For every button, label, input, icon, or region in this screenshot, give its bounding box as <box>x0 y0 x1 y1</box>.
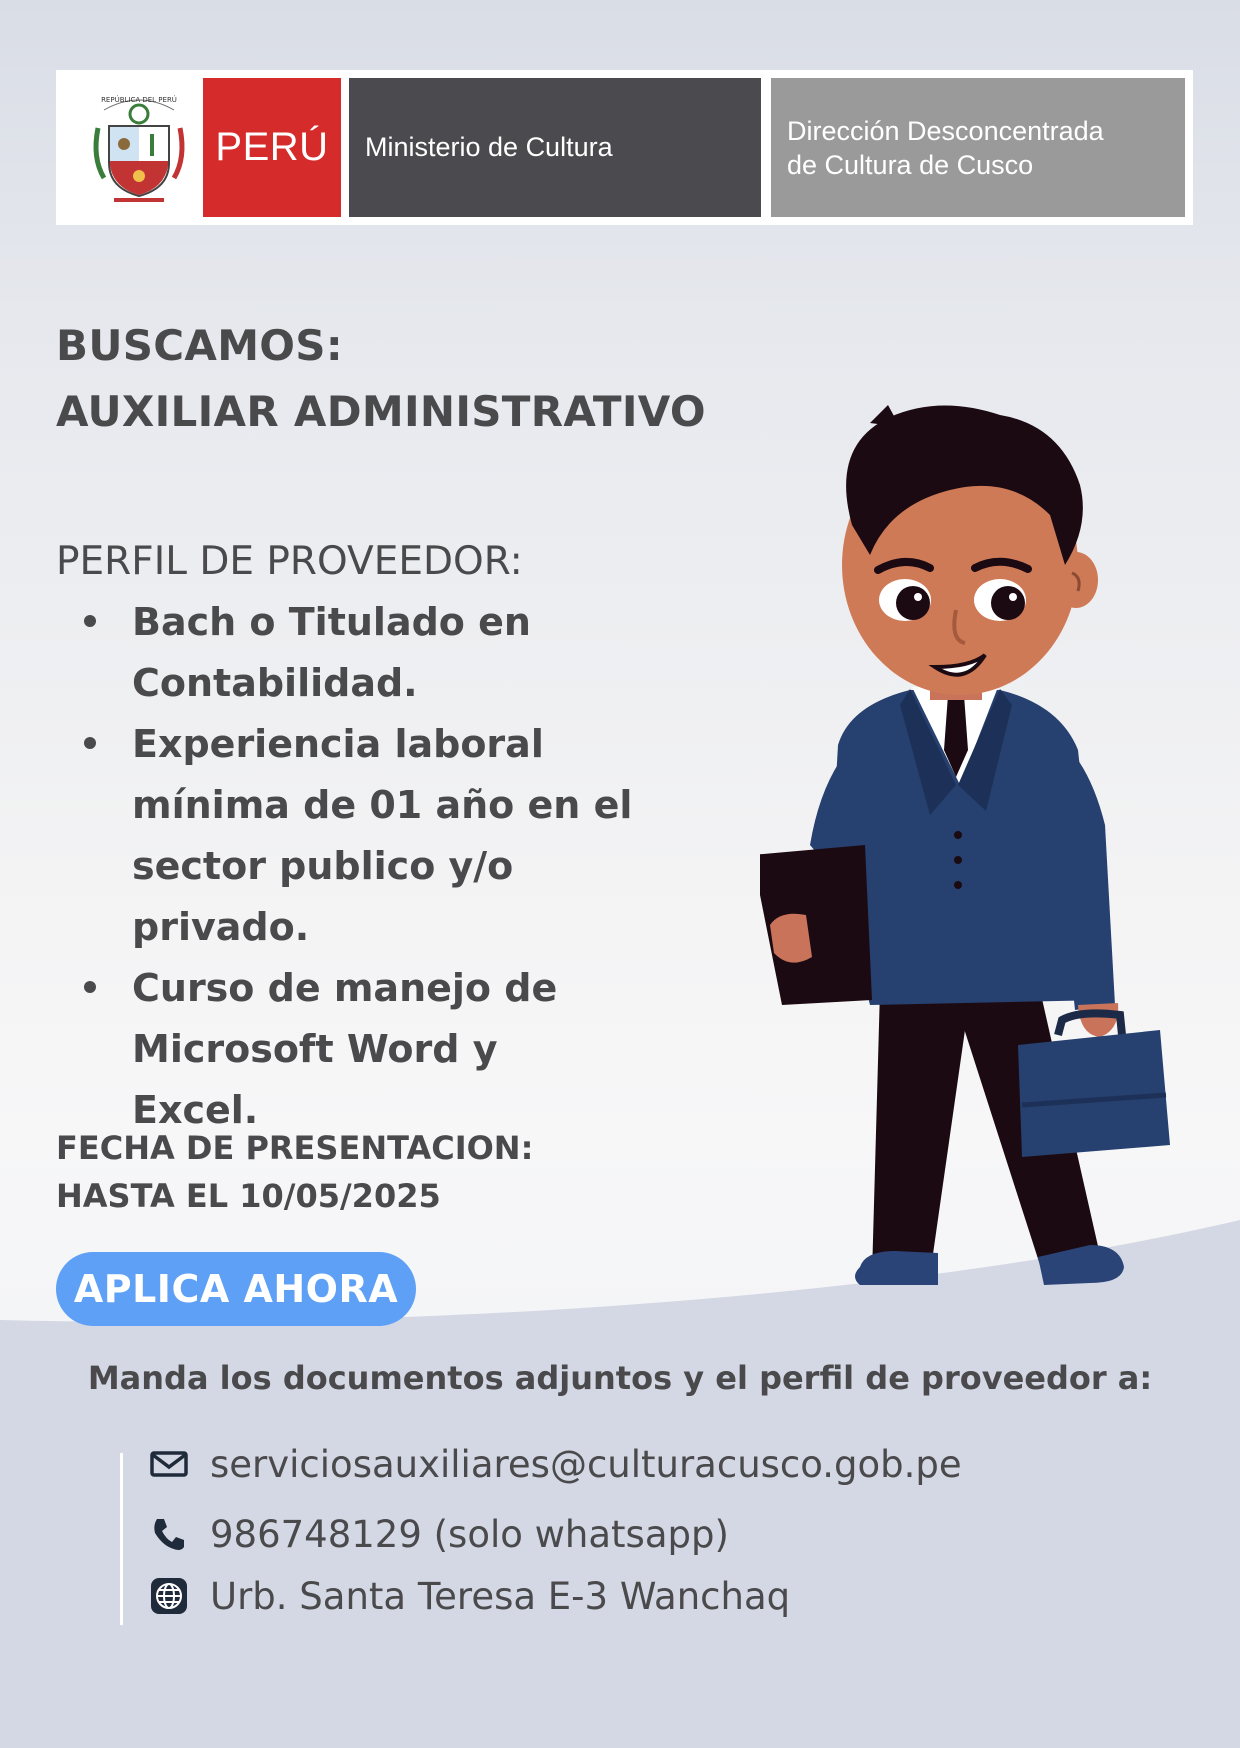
contact-divider <box>120 1453 123 1625</box>
list-item: Bach o Titulado en Contabilidad. <box>56 592 532 714</box>
businessman-illustration <box>760 405 1180 1310</box>
email-row[interactable] <box>150 1438 962 1490</box>
address-row <box>150 1570 790 1622</box>
job-title-line-2: AUXILIAR ADMINISTRATIVO <box>56 387 706 436</box>
deadline-value: HASTA EL 10/05/2025 <box>56 1177 441 1215</box>
phone-row[interactable] <box>150 1508 729 1560</box>
directorate-box <box>771 78 1185 217</box>
ministry-label: Ministerio de Cultura <box>365 132 613 162</box>
crest-text: REPÚBLICA DEL PERÚ <box>101 96 177 104</box>
profile-heading: PERFIL DE PROVEEDOR: <box>56 539 523 584</box>
directorate-line-1: Dirección Desconcentrada <box>787 115 1104 146</box>
coat-of-arms-icon <box>84 88 194 208</box>
country-label: PERÚ <box>215 125 329 169</box>
email-address[interactable]: serviciosauxiliares@culturacusco.gob.pe <box>210 1442 962 1486</box>
directorate-line-2: de Cultura de Cusco <box>787 149 1034 180</box>
list-item: Experiencia laboral mínima de 01 año en el sector publico y/o privado. <box>56 714 692 958</box>
ministry-box <box>349 78 761 217</box>
globe-icon <box>150 1577 188 1615</box>
list-item: Curso de manejo de Microsoft Word y Excel. <box>56 958 602 1141</box>
requirements-list <box>56 592 756 1141</box>
peru-brand-box <box>203 78 341 217</box>
phone-icon <box>150 1515 188 1553</box>
address-text: Urb. Santa Teresa E-3 Wanchaq <box>210 1574 791 1618</box>
job-title-line-1: BUSCAMOS: <box>56 321 343 370</box>
deadline-block <box>56 1124 533 1220</box>
deadline-label: FECHA DE PRESENTACION: <box>56 1129 534 1167</box>
phone-number[interactable]: 986748129 (solo whatsapp) <box>210 1512 729 1556</box>
job-title <box>56 313 706 445</box>
mail-icon <box>150 1445 188 1483</box>
apply-now-button[interactable]: APLICA AHORA <box>56 1252 416 1326</box>
send-instructions: Manda los documentos adjuntos y el perfil de proveedor a: <box>87 1359 1153 1397</box>
header-banner <box>56 70 1193 225</box>
